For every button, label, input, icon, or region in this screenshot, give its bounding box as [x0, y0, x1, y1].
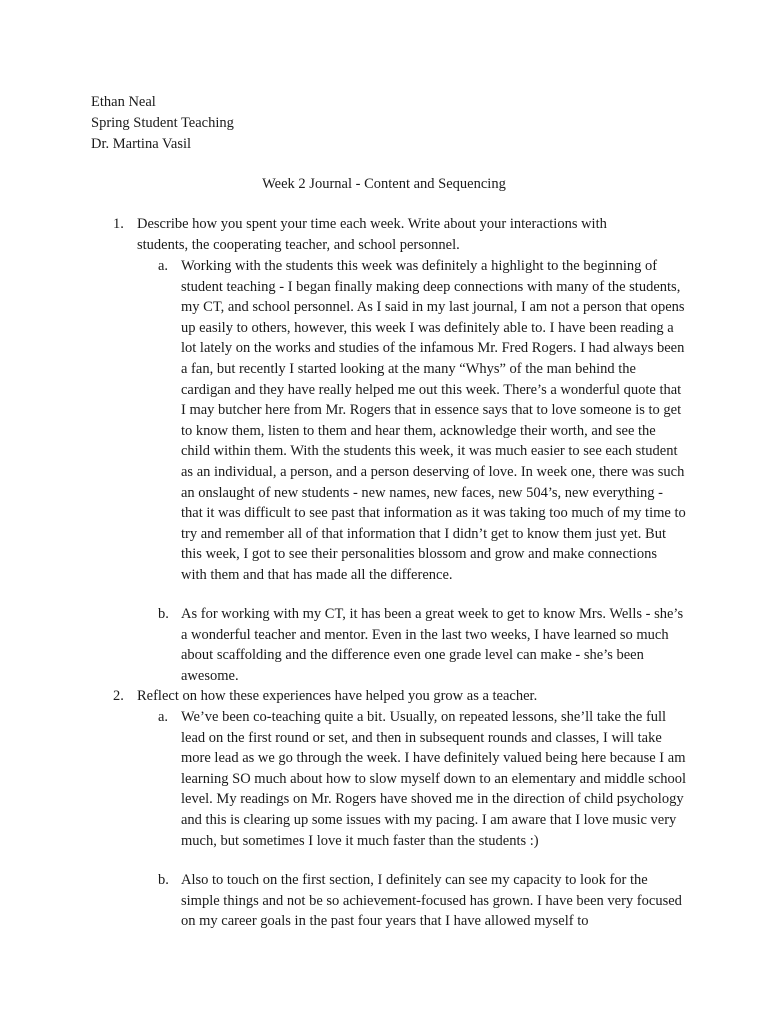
question-text: Describe how you spent your time each week. Write about your interactions with students, the cooperating teacher, and school personnel.: [137, 216, 607, 253]
question-text: Reflect on how these experiences have helped you grow as a teacher.: [137, 688, 538, 704]
answer-text: Also to touch on the first section, I definitely can see my capacity to look for the simple things and not be so achievement-focused has grown. I have been very focused on my career goals in the past four years that I have allowed myself to: [181, 872, 682, 930]
course-name: Spring Student Teaching: [91, 115, 234, 131]
answer-text: As for working with my CT, it has been a great week to get to know Mrs. Wells - she’s a wonderful teacher and mentor. Even in the last two weeks, I have learned so much about scaffolding and the difference even one grade level can make - she’s been awesome.: [181, 606, 684, 684]
answer-letter: b.: [158, 606, 169, 622]
answer-text: We’ve been co-teaching quite a bit. Usually, on repeated lessons, she’ll take the full lead on the first round or set, and then in subsequent rounds and classes, I will take more lead as we go through the week. I have definitely valued being here because I am learning SO much about how to slow myself down to an elementary and middle school level. My readings on Mr. Rogers have shoved me in the direction of child psychology and this is clearing up some issues with my pacing. I am aware that I love music very much, but sometimes I love it much faster than the students :): [181, 709, 686, 849]
author-name: Ethan Neal: [91, 94, 156, 110]
question-number: 2.: [113, 688, 124, 704]
journal-title: Week 2 Journal - Content and Sequencing: [262, 176, 506, 192]
answer-letter: a.: [158, 258, 169, 274]
author-header: [91, 92, 234, 155]
question-number: 1.: [113, 216, 124, 232]
instructor-name: Dr. Martina Vasil: [91, 136, 192, 152]
answer-text: Working with the students this week was definitely a highlight to the beginning of student teaching - I began finally making deep connections with many of the students, my CT, and school personnel. As I said in my last journal, I am not a person that opens up easily to others, however, this week I was definitely able to. I have been reading a lot lately on the works and studies of the infamous Mr. Fred Rogers. I had always been a fan, but recently I started looking at the many “Whys” of the man behind the cardigan and they have really helped me out this week. There’s a wonderful quote that I may butcher here from Mr. Rogers that in essence says that to love someone is to get to know them, listen to them and hear them, acknowledge their worth, and see the child within them. With the students this week, it was much easier to see each student as an individual, a person, and a person deserving of love. In week one, there was such an onslaught of new students - new names, new faces, new 504’s, new everything - that it was difficult to see past that information as it was taking too much of my time to try and remember all of that information that I didn’t get to know them just yet. But this week, I got to see their personalities blossom and grow and make connections with them and that has made all the difference.: [181, 258, 686, 583]
answer-letter: b.: [158, 872, 169, 888]
answer-letter: a.: [158, 709, 169, 725]
